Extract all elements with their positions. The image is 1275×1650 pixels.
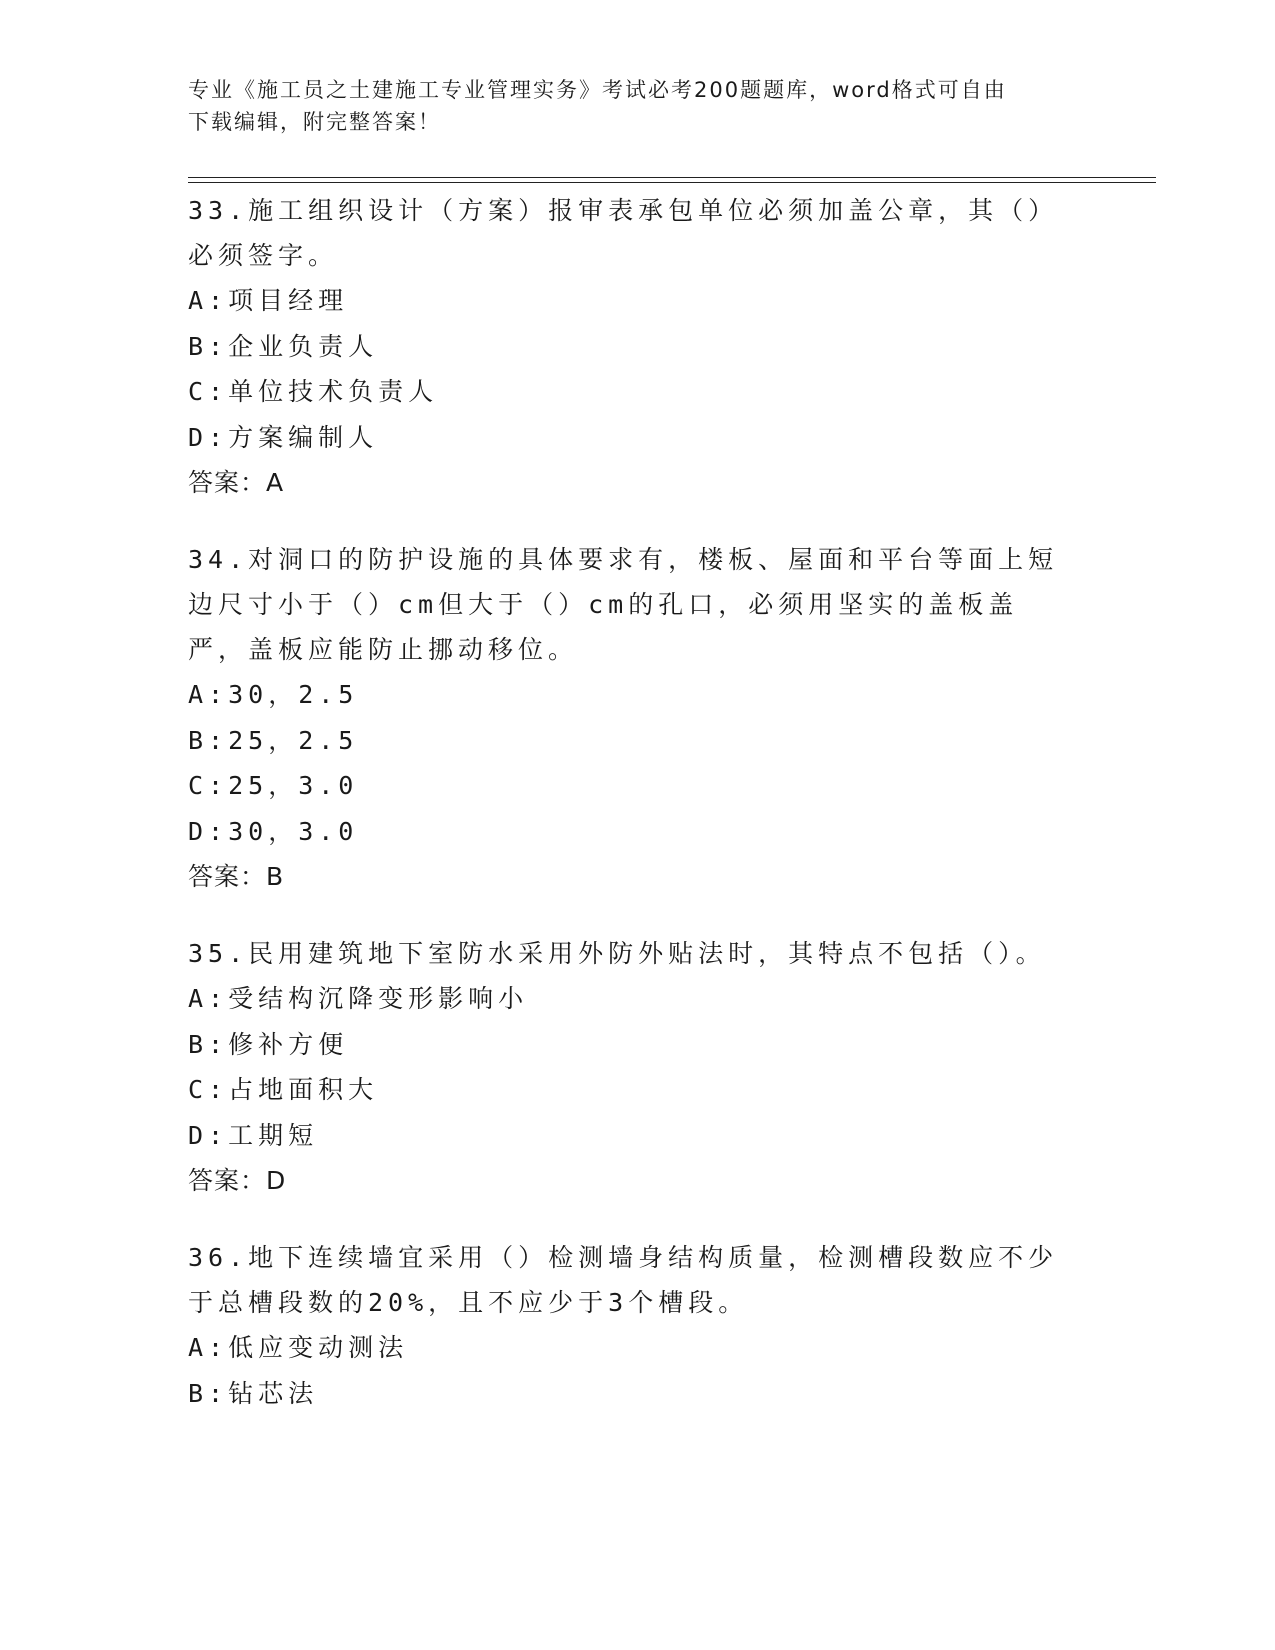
answer-label: 答案：D [188,1166,287,1195]
header-rule-bottom [188,182,1156,183]
header-rule-top [188,177,1156,178]
option-a: A:30，2.5 [188,680,359,709]
option-b: B:修补方便 [188,1029,349,1059]
document-header [188,74,1068,138]
header-line-2: 下载编辑，附完整答案！ [188,110,441,134]
option-d: D:工期短 [188,1120,319,1150]
question-stem: 33.施工组织设计（方案）报审表承包单位必须加盖公章，其（）必须签字。 [188,196,1059,270]
question-stem: 35.民用建筑地下室防水采用外防外贴法时，其特点不包括（）。 [188,939,1046,968]
option-a: A:项目经理 [188,286,349,315]
option-d: D:30，3.0 [188,816,359,846]
question-list [188,188,1088,1448]
option-b: B:钻芯法 [188,1378,319,1408]
question-34 [188,537,1088,899]
question-33 [188,188,1088,505]
option-c: C:单位技术负责人 [188,377,439,406]
option-d: D:方案编制人 [188,422,379,452]
question-35 [188,931,1088,1203]
answer-label: 答案：B [188,862,285,891]
option-a: A:受结构沉降变形影响小 [188,984,529,1013]
option-c: C:占地面积大 [188,1075,379,1104]
question-36 [188,1235,1088,1416]
option-a: A:低应变动测法 [188,1333,409,1362]
question-stem: 34.对洞口的防护设施的具体要求有，楼板、屋面和平台等面上短边尺寸小于（）cm但大于（）cm的孔口，必须用坚实的盖板盖严，盖板应能防止挪动移位。 [188,545,1059,664]
answer-label: 答案：A [188,468,285,497]
option-b: B:25，2.5 [188,725,359,755]
header-line-1: 专业《施工员之土建施工专业管理实务》考试必考200题题库，word格式可自由 [188,78,1007,102]
option-c: C:25，3.0 [188,771,359,800]
option-b: B:企业负责人 [188,331,379,361]
question-stem: 36.地下连续墙宜采用（）检测墙身结构质量，检测槽段数应不少于总槽段数的20%，且不应少于3个槽段。 [188,1243,1059,1317]
